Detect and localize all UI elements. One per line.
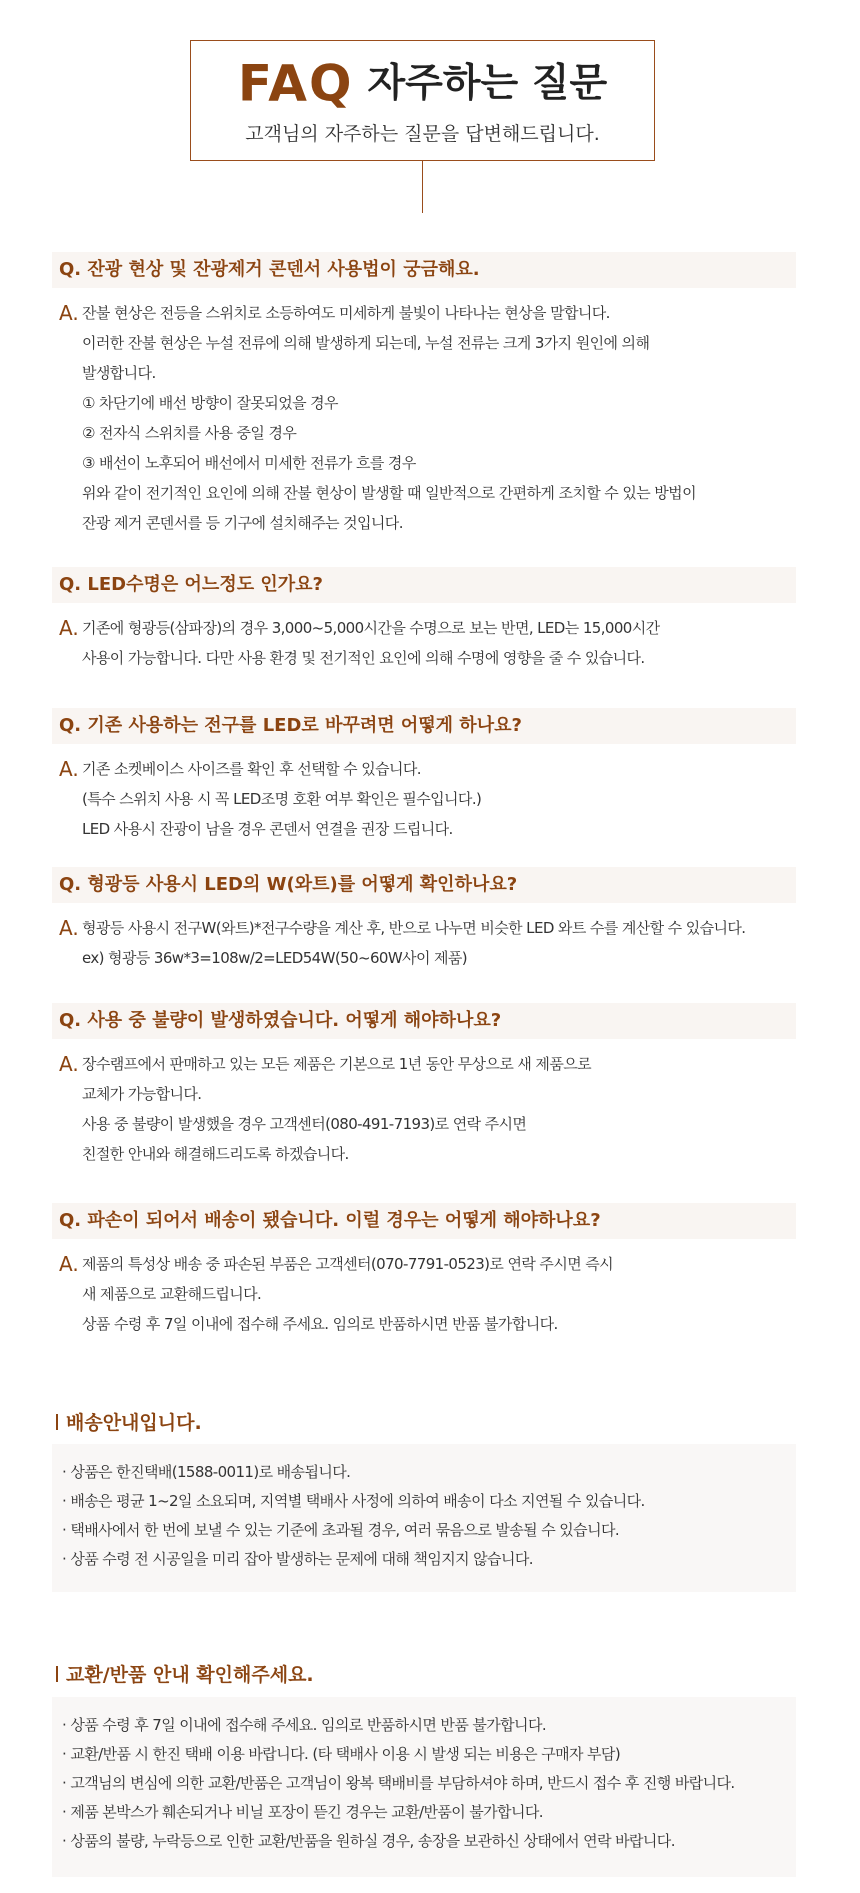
faq-question: Q. 잔광 현상 및 잔광제거 콘덴서 사용법이 궁금해요.	[52, 252, 796, 288]
answer-line: ③ 배선이 노후되어 배선에서 미세한 전류가 흐를 경우	[82, 454, 416, 472]
exchange-item: · 고객님의 변심에 의한 교환/반품은 고객님이 왕복 택배비를 부담하셔야 하며, 반드시 접수 후 진행 바랍니다.	[62, 1774, 735, 1792]
title-faq: FAQ	[237, 54, 354, 113]
faq-answer	[52, 613, 796, 673]
answer-line: ex) 형광등 36w*3=108w/2=LED54W(50~60W사이 제품)	[82, 949, 468, 967]
faq-question: Q. 파손이 되어서 배송이 됐습니다. 이럴 경우는 어떻게 해야하나요?	[52, 1203, 796, 1239]
page-title	[191, 53, 654, 113]
answer-mark: A.	[59, 916, 79, 940]
answer-line: LED 사용시 잔광이 남을 경우 콘덴서 연결을 권장 드립니다.	[82, 820, 453, 838]
header-connector-line	[422, 161, 423, 213]
answer-line: 교체가 가능합니다.	[82, 1085, 202, 1103]
faq-answer	[52, 913, 796, 973]
answer-line: 이러한 잔불 현상은 누설 전류에 의해 발생하게 되는데, 누설 전류는 크게 3가지 원인에 의해	[82, 334, 650, 352]
exchange-title-text: 교환/반품 안내 확인해주세요.	[66, 1664, 314, 1686]
answer-line: ② 전자식 스위치를 사용 중일 경우	[82, 424, 297, 442]
answer-line: 위와 같이 전기적인 요인에 의해 잔불 현상이 발생할 때 일반적으로 간편하게 조치할 수 있는 방법이	[82, 484, 696, 502]
answer-line: 사용이 가능합니다. 다만 사용 환경 및 전기적인 요인에 의해 수명에 영향을 줄 수 있습니다.	[82, 649, 645, 667]
exchange-item: · 제품 본박스가 훼손되거나 비닐 포장이 뜯긴 경우는 교환/반품이 불가합니다.	[62, 1803, 543, 1821]
title-korean: 자주하는 질문	[367, 60, 608, 106]
faq-item	[52, 708, 796, 844]
shipping-title	[56, 1408, 202, 1435]
answer-line: 제품의 특성상 배송 중 파손된 부품은 고객센터(070-7791-0523)로 연락 주시면 즉시	[82, 1255, 614, 1273]
faq-answer	[52, 1049, 796, 1169]
answer-mark: A.	[59, 301, 79, 325]
answer-line: ① 차단기에 배선 방향이 잘못되었을 경우	[82, 394, 338, 412]
shipping-title-text: 배송안내입니다.	[66, 1412, 202, 1434]
answer-line: 잔광 제거 콘덴서를 등 기구에 설치해주는 것입니다.	[82, 514, 403, 532]
answer-line: 장수램프에서 판매하고 있는 모든 제품은 기본으로 1년 동안 무상으로 새 제품으로	[82, 1055, 591, 1073]
shipping-item: · 상품은 한진택배(1588-0011)로 배송됩니다.	[62, 1463, 351, 1481]
exchange-title	[56, 1660, 314, 1687]
shipping-item: · 택배사에서 한 번에 보낼 수 있는 기준에 초과될 경우, 여러 묶음으로 발송될 수 있습니다.	[62, 1521, 620, 1539]
answer-line: 발생합니다.	[82, 364, 156, 382]
faq-item	[52, 252, 796, 538]
faq-answer	[52, 1249, 796, 1339]
answer-line: 친절한 안내와 해결해드리도록 하겠습니다.	[82, 1145, 349, 1163]
faq-item	[52, 567, 796, 673]
faq-answer	[52, 298, 796, 538]
answer-line: (특수 스위치 사용 시 꼭 LED조명 호환 여부 확인은 필수입니다.)	[82, 790, 482, 808]
answer-line: 새 제품으로 교환해드립니다.	[82, 1285, 262, 1303]
exchange-item: · 교환/반품 시 한진 택배 이용 바랍니다. (타 택배사 이용 시 발생 되는 비용은 구매자 부담)	[62, 1745, 621, 1763]
faq-item	[52, 1003, 796, 1169]
page-subtitle: 고객님의 자주하는 질문을 답변해드립니다.	[245, 123, 600, 145]
faq-header-box	[190, 40, 655, 161]
faq-question: Q. 형광등 사용시 LED의 W(와트)를 어떻게 확인하나요?	[52, 867, 796, 903]
faq-question: Q. 사용 중 불량이 발생하였습니다. 어떻게 해야하나요?	[52, 1003, 796, 1039]
answer-line: 사용 중 불량이 발생했을 경우 고객센터(080-491-7193)로 연락 주시면	[82, 1115, 527, 1133]
title-bar-icon	[56, 1666, 58, 1682]
answer-mark: A.	[59, 757, 79, 781]
answer-line: 기존에 형광등(삼파장)의 경우 3,000~5,000시간을 수명으로 보는 반면, LED는 15,000시간	[82, 619, 660, 637]
answer-line: 기존 소켓베이스 사이즈를 확인 후 선택할 수 있습니다.	[82, 760, 421, 778]
exchange-item: · 상품 수령 후 7일 이내에 접수해 주세요. 임의로 반품하시면 반품 불가합니다.	[62, 1716, 546, 1734]
title-bar-icon	[56, 1414, 58, 1430]
answer-line: 상품 수령 후 7일 이내에 접수해 주세요. 임의로 반품하시면 반품 불가합니다.	[82, 1315, 558, 1333]
faq-answer	[52, 754, 796, 844]
faq-question: Q. 기존 사용하는 전구를 LED로 바꾸려면 어떻게 하나요?	[52, 708, 796, 744]
faq-item	[52, 1203, 796, 1339]
answer-line: 잔불 현상은 전등을 스위치로 소등하여도 미세하게 불빛이 나타나는 현상을 말합니다.	[82, 304, 610, 322]
faq-item	[52, 867, 796, 973]
shipping-notice-box	[52, 1444, 796, 1592]
shipping-item: · 상품 수령 전 시공일을 미리 잡아 발생하는 문제에 대해 책임지지 않습니다.	[62, 1550, 533, 1568]
answer-mark: A.	[59, 1252, 79, 1276]
exchange-notice-box	[52, 1697, 796, 1877]
exchange-item: · 상품의 불량, 누락등으로 인한 교환/반품을 원하실 경우, 송장을 보관하신 상태에서 연락 바랍니다.	[62, 1832, 675, 1850]
answer-mark: A.	[59, 1052, 79, 1076]
faq-question: Q. LED수명은 어느정도 인가요?	[52, 567, 796, 603]
answer-line: 형광등 사용시 전구W(와트)*전구수량을 계산 후, 반으로 나누면 비슷한 LED 와트 수를 계산할 수 있습니다.	[82, 919, 746, 937]
shipping-item: · 배송은 평균 1~2일 소요되며, 지역별 택배사 사정에 의하여 배송이 다소 지연될 수 있습니다.	[62, 1492, 645, 1510]
answer-mark: A.	[59, 616, 79, 640]
